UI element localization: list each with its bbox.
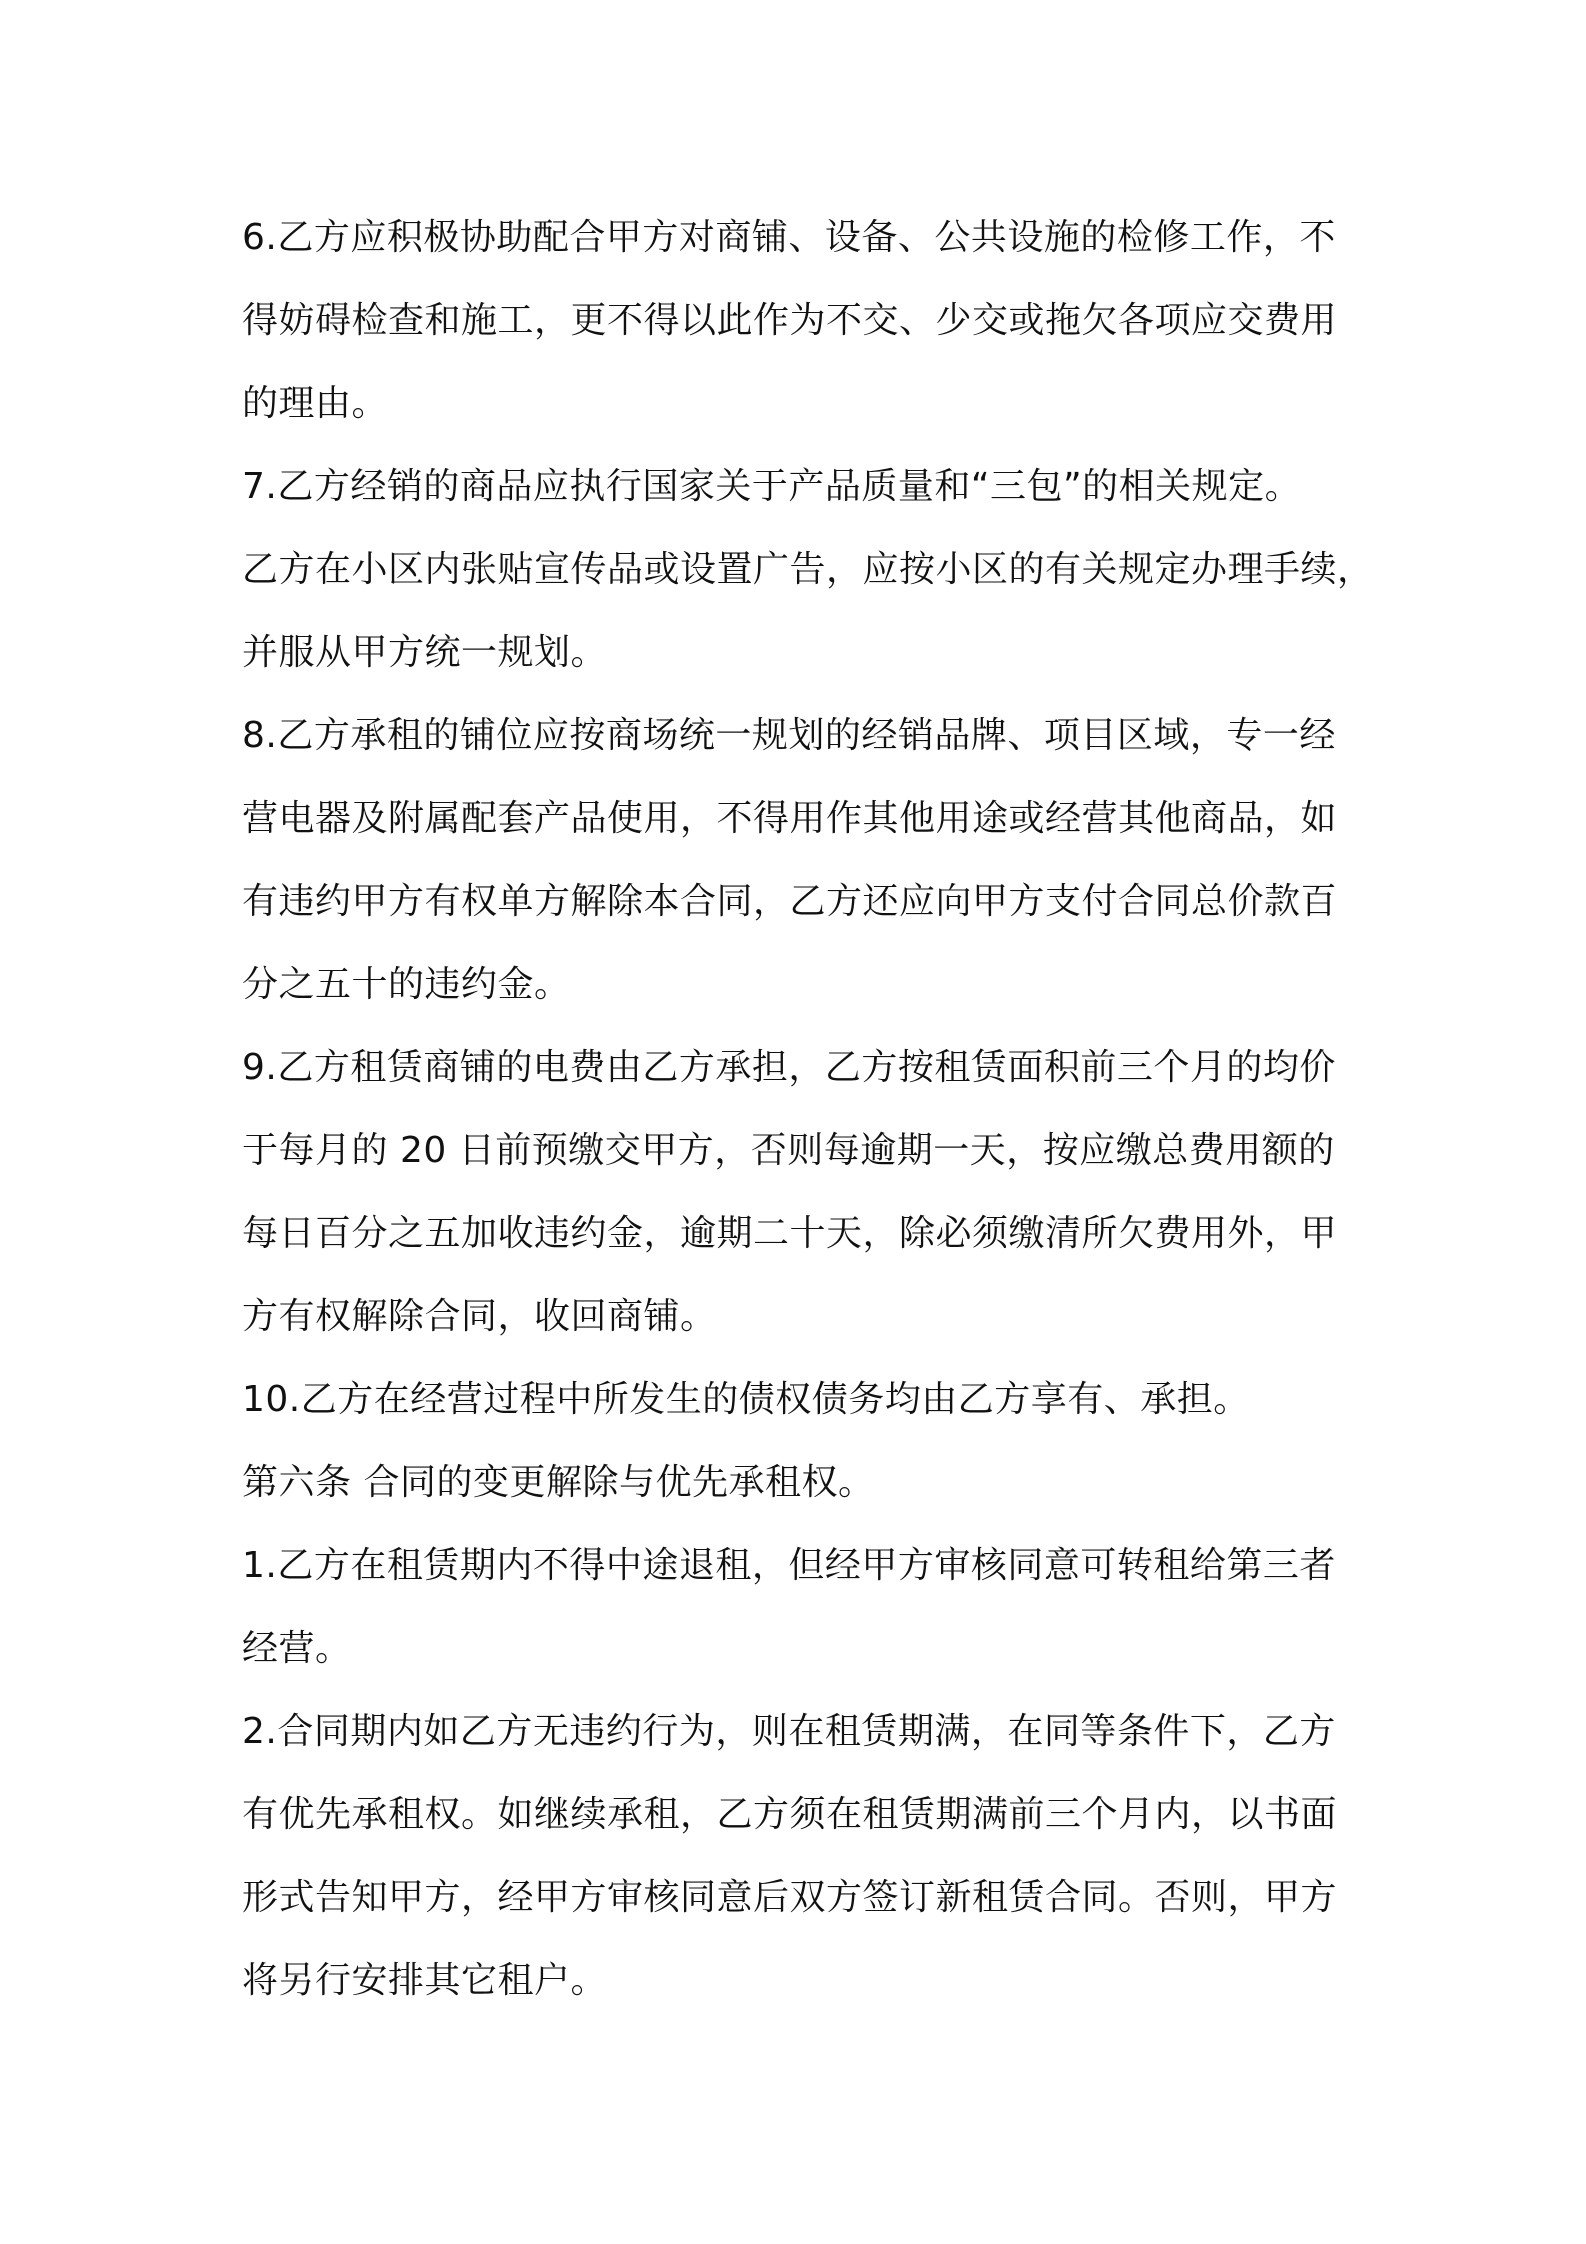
text-line: 9.乙方租赁商铺的电费由乙方承担，乙方按租赁面积前三个月的均价 xyxy=(242,1047,1336,1088)
text-line: 形式告知甲方，经甲方审核同意后双方签订新租赁合同。否则，甲方 xyxy=(242,1877,1338,1918)
text-line: 2.合同期内如乙方无违约行为，则在租赁期满，在同等条件下，乙方 xyxy=(242,1711,1336,1752)
text-line: 的理由。 xyxy=(242,383,389,424)
text-line: 并服从甲方统一规划。 xyxy=(242,632,608,673)
text-line: 分之五十的违约金。 xyxy=(242,964,571,1005)
text-line: 1.乙方在租赁期内不得中途退租，但经甲方审核同意可转租给第三者 xyxy=(242,1545,1336,1586)
text-line: 乙方在小区内张贴宣传品或设置广告，应按小区的有关规定办理手续， xyxy=(242,549,1374,590)
section-heading: 第六条 合同的变更解除与优先承租权。 xyxy=(242,1462,875,1503)
text-line: 有优先承租权。如继续承租，乙方须在租赁期满前三个月内，以书面 xyxy=(242,1794,1338,1835)
text-line: 经营。 xyxy=(242,1628,352,1669)
text-line: 将另行安排其它租户。 xyxy=(242,1960,608,2001)
text-line: 方有权解除合同，收回商铺。 xyxy=(242,1296,717,1337)
text-line: 有违约甲方有权单方解除本合同，乙方还应向甲方支付合同总价款百 xyxy=(242,881,1338,922)
text-line: 营电器及附属配套产品使用，不得用作其他用途或经营其他商品，如 xyxy=(242,798,1338,839)
text-line: 得妨碍检查和施工，更不得以此作为不交、少交或拖欠各项应交费用 xyxy=(242,300,1338,341)
text-line: 7.乙方经销的商品应执行国家关于产品质量和“三包”的相关规定。 xyxy=(242,466,1302,507)
document-body xyxy=(242,196,1374,2022)
text-line: 10.乙方在经营过程中所发生的债权债务均由乙方享有、承担。 xyxy=(242,1379,1250,1420)
text-line: 每日百分之五加收违约金，逾期二十天，除必须缴清所欠费用外，甲 xyxy=(242,1213,1338,1254)
text-line: 8.乙方承租的铺位应按商场统一规划的经销品牌、项目区域，专一经 xyxy=(242,715,1336,756)
text-line: 6.乙方应积极协助配合甲方对商铺、设备、公共设施的检修工作，不 xyxy=(242,217,1336,258)
text-line: 于每月的 20 日前预缴交甲方，否则每逾期一天，按应缴总费用额的 xyxy=(242,1130,1335,1171)
